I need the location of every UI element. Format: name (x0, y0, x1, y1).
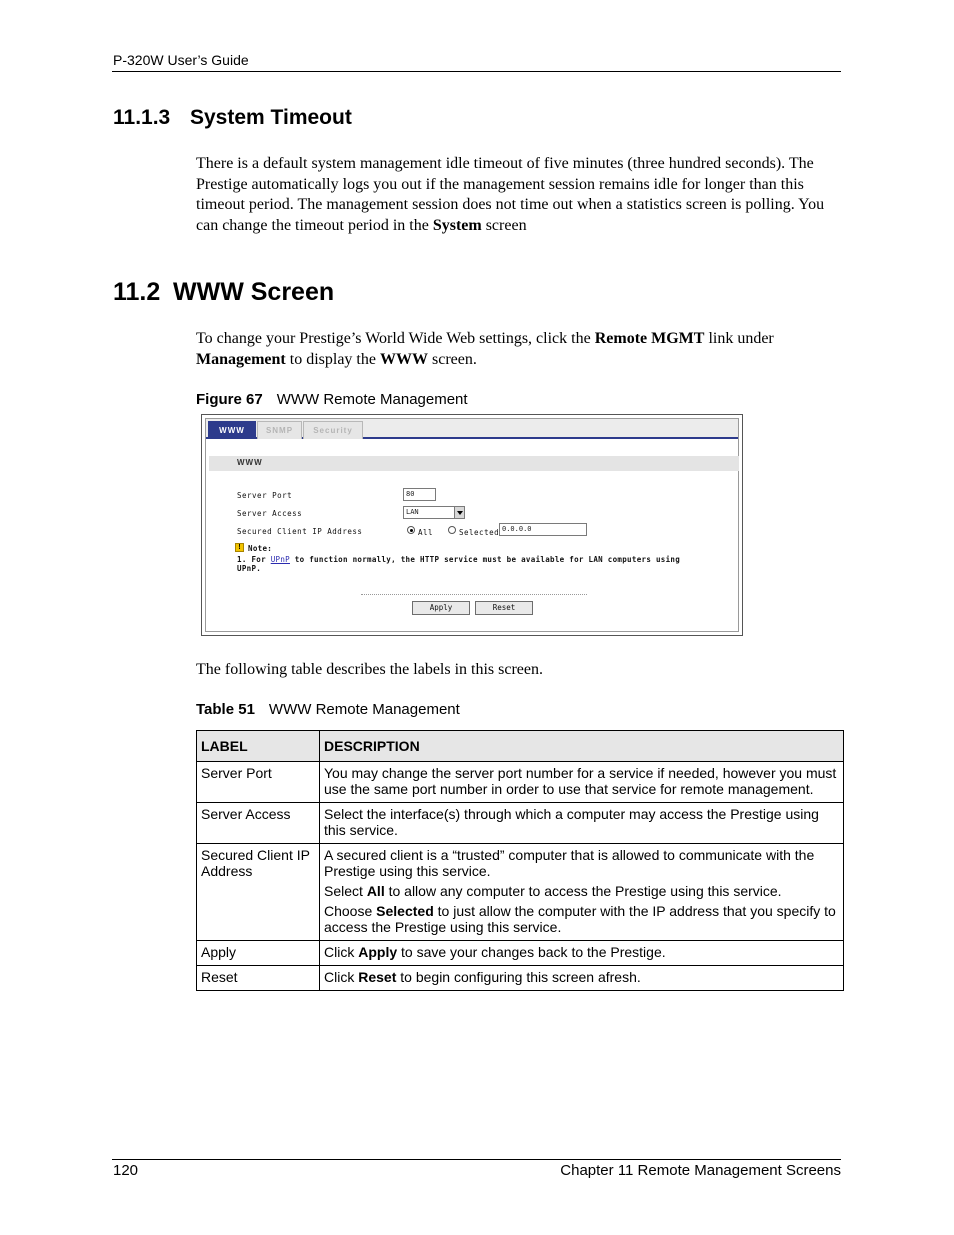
section-number: 11.1.3 (113, 106, 171, 129)
desc-text: to allow any computer to access the Prestige using this service. (384, 883, 782, 899)
row-label: Reset (197, 966, 320, 991)
row-label: Server Port (197, 762, 320, 803)
header-rule (112, 71, 841, 72)
desc-text: Click (324, 944, 359, 960)
figure-caption (196, 391, 468, 408)
table-row (197, 844, 844, 941)
guide-title: P-320W User’s Guide (113, 52, 249, 68)
radio-selected[interactable] (448, 526, 456, 534)
table-row (197, 762, 844, 803)
desc-bold: Apply (358, 944, 398, 960)
desc-paragraph: A secured client is a “trusted” computer that is allowed to communicate with the Prestige using this service. (324, 847, 815, 879)
para-bold: Remote MGMT (594, 330, 705, 347)
desc-text: Click (324, 969, 359, 985)
www-screen-paragraph (196, 329, 846, 370)
header-description: DESCRIPTION (320, 731, 844, 762)
desc-text: to just allow the computer with the IP address that you specify to access the Prestige using this service. (324, 903, 836, 935)
labels-table (196, 730, 844, 991)
radio-all[interactable] (407, 526, 415, 534)
table-caption (196, 701, 460, 718)
server-port-label: Server Port (237, 491, 293, 500)
para-text: screen (481, 216, 527, 234)
system-timeout-paragraph (196, 154, 846, 236)
note-text: 1. For (237, 555, 271, 564)
row-description (320, 844, 844, 941)
table-label: Table 51 (196, 701, 255, 718)
secured-client-ip-label: Secured Client IP Address (237, 527, 363, 536)
desc-bold: Reset (358, 969, 397, 985)
radio-selected-label: Selected (459, 528, 500, 537)
divider (361, 594, 587, 595)
server-access-label: Server Access (237, 509, 303, 518)
page-number: 120 (113, 1162, 139, 1179)
apply-button[interactable]: Apply (412, 601, 470, 615)
desc-text: to begin configuring this screen afresh. (396, 969, 641, 985)
para-text: There is a default system management idle timeout of five minutes (three hundred seconds). The Prestige automatically logs you out if the management session remains idle for longer than this timeout period. The management session does not time out when a statistics screen is polling. You can change the timeout period in the (196, 155, 825, 234)
header-label: LABEL (197, 731, 320, 762)
note-line-2: UPnP. (237, 564, 262, 573)
footer-rule (112, 1159, 841, 1160)
para-bold: Management (196, 350, 286, 368)
note-icon: ! (235, 543, 244, 552)
section-heading-www-screen (113, 278, 334, 307)
note-title: Note: (248, 544, 273, 553)
note-line-1 (237, 555, 680, 564)
table-header-row (197, 731, 844, 762)
row-description (320, 966, 844, 991)
row-description: Select the interface(s) through which a computer may access the Prestige using this service. (320, 803, 844, 844)
row-description (320, 941, 844, 966)
secured-ip-input[interactable]: 0.0.0.0 (499, 523, 587, 536)
para-text: screen. (427, 350, 477, 368)
desc-bold: Selected (376, 903, 434, 919)
chevron-down-icon (454, 507, 464, 518)
reset-button[interactable]: Reset (475, 601, 533, 615)
desc-paragraph (324, 883, 839, 899)
para-bold: WWW (379, 350, 428, 368)
row-label: Secured Client IP Address (197, 844, 320, 941)
tab-bar (206, 419, 738, 439)
para-text: To change your Prestige’s World Wide Web settings, click the (196, 330, 595, 347)
server-access-value: LAN (406, 508, 419, 516)
row-label: Server Access (197, 803, 320, 844)
table-row (197, 966, 844, 991)
note-text: to function normally, the HTTP service must be available for LAN computers using (289, 555, 681, 564)
radio-all-label: All (418, 528, 434, 537)
chapter-title: Chapter 11 Remote Management Screens (560, 1162, 841, 1179)
section-heading-system-timeout (113, 106, 352, 130)
table-intro-paragraph: The following table describes the labels in this screen. (196, 661, 544, 678)
band-label: WWW (237, 458, 263, 467)
table-row (197, 941, 844, 966)
para-bold: System (432, 216, 482, 234)
tab-snmp[interactable]: SNMP (257, 421, 302, 439)
section-number: 11.2 (113, 278, 161, 306)
desc-text: to save your changes back to the Prestige. (397, 944, 666, 960)
desc-text: Choose (324, 903, 377, 919)
figure-label: Figure 67 (196, 391, 263, 408)
figure-screen (205, 418, 739, 632)
server-access-select[interactable] (403, 506, 465, 519)
section-title: WWW Screen (173, 278, 335, 306)
desc-paragraph (324, 903, 839, 935)
section-band (209, 456, 739, 471)
para-text: to display the (285, 350, 380, 368)
tab-www[interactable]: WWW (208, 421, 256, 439)
table-row (197, 803, 844, 844)
www-remote-management-figure (201, 414, 743, 636)
para-text: link under (704, 330, 774, 347)
section-title: System Timeout (190, 106, 352, 129)
row-description: You may change the server port number for a service if needed, however you must use the same port number in order to use that service for remote management. (320, 762, 844, 803)
tab-security[interactable]: Security (303, 421, 363, 439)
figure-caption-text: WWW Remote Management (276, 391, 468, 408)
row-label: Apply (197, 941, 320, 966)
upnp-link[interactable]: UPnP (270, 555, 290, 564)
desc-text: Select (324, 883, 367, 899)
table-caption-text: WWW Remote Management (268, 701, 460, 718)
desc-bold: All (366, 883, 385, 899)
server-port-input[interactable]: 80 (403, 488, 436, 501)
